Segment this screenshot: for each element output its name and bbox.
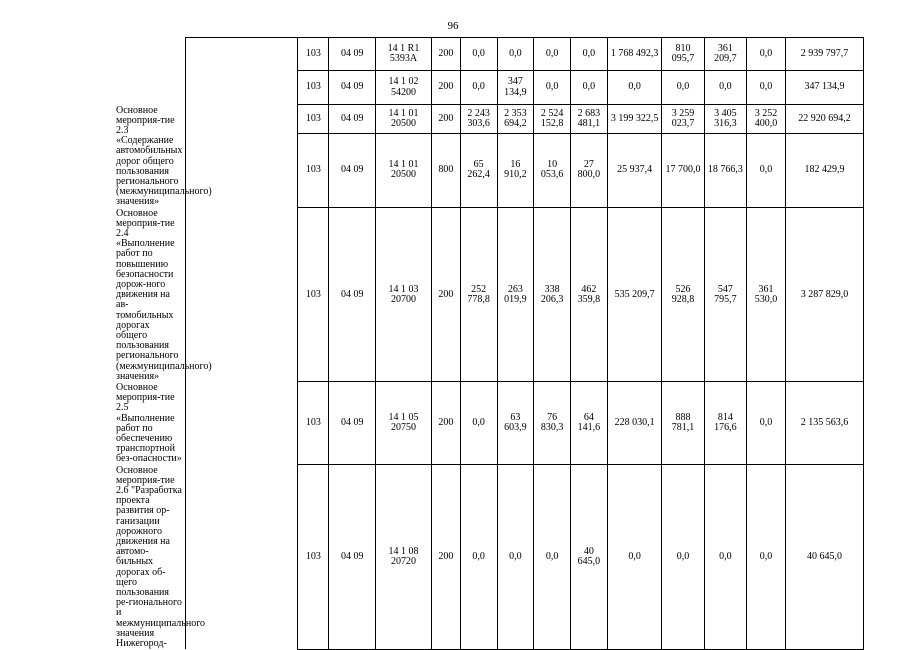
amount-cell: 3 199 322,5 (607, 105, 662, 134)
amount-cell: 27 800,0 (571, 133, 608, 207)
amount-cell: 228 030,1 (607, 382, 662, 465)
vr-cell: 200 (431, 71, 460, 105)
amount-cell: 0,0 (571, 38, 608, 71)
total-cell: 3 287 829,0 (785, 208, 863, 382)
amount-cell: 0,0 (607, 465, 662, 650)
amount-cell: 0,0 (460, 382, 497, 465)
amount-cell: 2 524 152,8 (534, 105, 571, 134)
total-cell: 22 920 694,2 (785, 105, 863, 134)
total-cell: 2 939 797,7 (785, 38, 863, 71)
amount-cell: 25 937,4 (607, 133, 662, 207)
amount-cell: 1 768 492,3 (607, 38, 662, 71)
activity-name (114, 71, 185, 105)
amount-cell: 810 095,7 (662, 38, 704, 71)
activity-name (114, 38, 185, 71)
activity-name: Основное мероприя-тие 2.6 "Разработка проекта развития ор-ганизации дорожного движения на автомо-бильных дорогах об-щего пользования ре-гионального и межмуниципального значения Нижегород- (116, 464, 206, 650)
total-cell: 2 135 563,6 (785, 382, 863, 465)
amount-cell: 0,0 (460, 465, 497, 650)
vr-cell: 200 (431, 208, 460, 382)
amount-cell: 10 053,6 (534, 133, 571, 207)
amount-cell: 888 781,1 (662, 382, 704, 465)
amount-cell: 0,0 (497, 465, 534, 650)
amount-cell: 361 530,0 (746, 208, 785, 382)
amount-cell: 18 766,3 (704, 133, 746, 207)
rzpr-cell: 04 09 (329, 105, 376, 134)
rzpr-cell: 04 09 (329, 465, 376, 650)
amount-cell: 17 700,0 (662, 133, 704, 207)
rzpr-cell: 04 09 (329, 382, 376, 465)
amount-cell: 76 830,3 (534, 382, 571, 465)
amount-cell: 535 209,7 (607, 208, 662, 382)
csr-cell: 14 1 R1 5393А (376, 38, 432, 71)
grbs-cell: 103 (298, 38, 329, 71)
amount-cell: 0,0 (534, 71, 571, 105)
activity-name: Основное мероприя-тие 2.3 «Содержание автомобильных дорог общего пользования регионального (межмуниципального) значения» (116, 104, 212, 208)
total-cell: 40 645,0 (785, 465, 863, 650)
amount-cell: 2 683 481,1 (571, 105, 608, 134)
amount-cell: 0,0 (662, 71, 704, 105)
amount-cell: 3 405 316,3 (704, 105, 746, 134)
amount-cell: 814 176,6 (704, 382, 746, 465)
rzpr-cell: 04 09 (329, 208, 376, 382)
amount-cell: 3 252 400,0 (746, 105, 785, 134)
grbs-cell: 103 (298, 208, 329, 382)
grbs-cell: 103 (298, 465, 329, 650)
amount-cell: 547 795,7 (704, 208, 746, 382)
amount-cell: 263 019,9 (497, 208, 534, 382)
amount-cell: 0,0 (704, 71, 746, 105)
amount-cell: 0,0 (460, 71, 497, 105)
activity-name: Основное мероприя-тие 2.4 «Выполнение работ по повышению безопасности дорож-ного движения на ав-томобильных дорогах общего пользования регионального (межмуниципального) значения» (116, 207, 212, 382)
amount-cell: 0,0 (571, 71, 608, 105)
amount-cell: 0,0 (460, 38, 497, 71)
amount-cell: 252 778,8 (460, 208, 497, 382)
amount-cell: 16 910,2 (497, 133, 534, 207)
responsible-cell (185, 382, 297, 465)
amount-cell: 65 262,4 (460, 133, 497, 207)
amount-cell: 0,0 (607, 71, 662, 105)
grbs-cell: 103 (298, 382, 329, 465)
budget-table (114, 37, 864, 650)
grbs-cell: 103 (298, 133, 329, 207)
csr-cell: 14 1 02 54200 (376, 71, 432, 105)
amount-cell: 0,0 (534, 465, 571, 650)
amount-cell: 0,0 (746, 465, 785, 650)
amount-cell: 3 259 023,7 (662, 105, 704, 134)
amount-cell: 0,0 (746, 382, 785, 465)
amount-cell: 338 206,3 (534, 208, 571, 382)
amount-cell: 0,0 (746, 38, 785, 71)
csr-cell: 14 1 08 20720 (376, 465, 432, 650)
amount-cell: 347 134,9 (497, 71, 534, 105)
total-cell: 182 429,9 (785, 133, 863, 207)
csr-cell: 14 1 03 20700 (376, 208, 432, 382)
grbs-cell: 103 (298, 71, 329, 105)
responsible-cell (185, 38, 297, 71)
csr-cell: 14 1 05 20750 (376, 382, 432, 465)
table-row (114, 105, 864, 134)
table-row (114, 133, 864, 207)
amount-cell: 0,0 (746, 133, 785, 207)
amount-cell: 462 359,8 (571, 208, 608, 382)
responsible-cell (185, 71, 297, 105)
amount-cell: 40 645,0 (571, 465, 608, 650)
activity-name: Основное мероприя-тие 2.5 «Выполнение работ по обеспечению транспортной без-опасности» (114, 382, 185, 465)
amount-cell: 526 928,8 (662, 208, 704, 382)
table-row (114, 382, 864, 465)
table-row (114, 465, 864, 650)
responsible-cell (185, 105, 297, 134)
responsible-cell (185, 208, 297, 382)
vr-cell: 200 (431, 465, 460, 650)
rzpr-cell: 04 09 (329, 133, 376, 207)
grbs-cell: 103 (298, 105, 329, 134)
table-row (114, 71, 864, 105)
amount-cell: 361 209,7 (704, 38, 746, 71)
vr-cell: 200 (431, 105, 460, 134)
vr-cell: 800 (431, 133, 460, 207)
total-cell: 347 134,9 (785, 71, 863, 105)
amount-cell: 2 243 303,6 (460, 105, 497, 134)
csr-cell: 14 1 01 20500 (376, 133, 432, 207)
table-row (114, 38, 864, 71)
table-row (114, 208, 864, 382)
amount-cell: 0,0 (662, 465, 704, 650)
rzpr-cell: 04 09 (329, 38, 376, 71)
amount-cell: 0,0 (704, 465, 746, 650)
amount-cell: 0,0 (746, 71, 785, 105)
rzpr-cell: 04 09 (329, 71, 376, 105)
amount-cell: 0,0 (534, 38, 571, 71)
amount-cell: 63 603,9 (497, 382, 534, 465)
vr-cell: 200 (431, 382, 460, 465)
page-number: 96 (447, 20, 459, 32)
amount-cell: 64 141,6 (571, 382, 608, 465)
csr-cell: 14 1 01 20500 (376, 105, 432, 134)
vr-cell: 200 (431, 38, 460, 71)
amount-cell: 2 353 694,2 (497, 105, 534, 134)
amount-cell: 0,0 (497, 38, 534, 71)
